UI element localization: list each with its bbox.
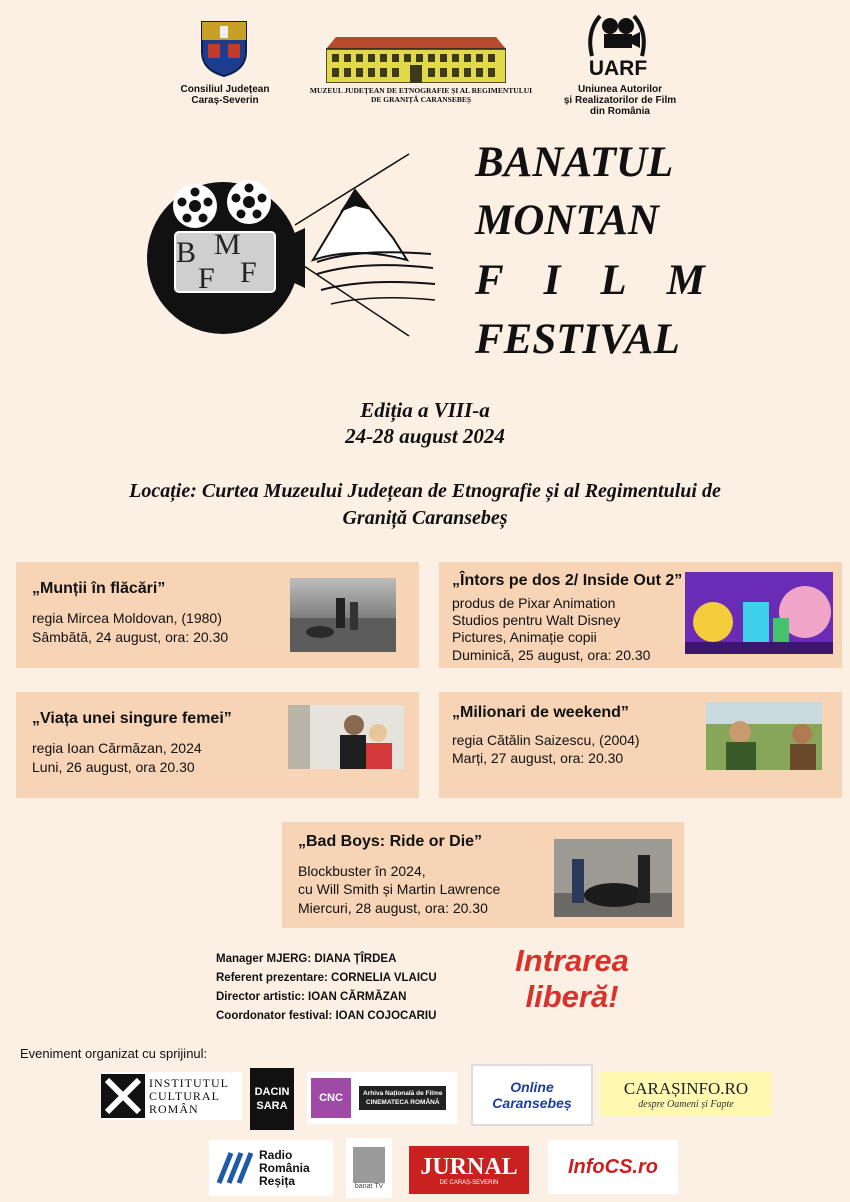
film-schedule: Miercuri, 28 august, ora: 20.30 — [298, 900, 488, 916]
film-still-2 — [685, 572, 833, 654]
county-council-crest — [198, 20, 250, 78]
icr-emblem-icon — [101, 1074, 145, 1118]
credit-line: Coordonator festival: IOAN COJOCARIU — [216, 1010, 437, 1022]
radio-text: Radio România Reșița — [259, 1147, 310, 1188]
film-detail: regia Cătălin Saizescu, (2004) — [452, 732, 640, 748]
film-card-5 — [282, 822, 684, 928]
jurnal-text: JURNAL — [420, 1154, 518, 1180]
credit-line: Director artistic: IOAN CĂRMĂZAN — [216, 991, 407, 1003]
film-still-4 — [706, 702, 822, 770]
banat-tv-text: banat TV — [354, 1182, 384, 1190]
festival-title-line-2: MONTAN — [475, 197, 659, 244]
film-title: „Milionari de weekend” — [452, 704, 629, 721]
film-card-3 — [16, 692, 419, 798]
film-title: „Bad Boys: Ride or Die” — [298, 833, 483, 850]
icr-logo — [101, 1072, 242, 1120]
film-schedule: Duminică, 25 august, ora: 20.30 — [452, 647, 651, 663]
jurnal-logo — [409, 1146, 529, 1194]
film-still-1 — [290, 578, 396, 652]
infocs-text: InfoCS.ro — [568, 1155, 658, 1178]
county-council-label: Consiliul Județean Caraș-Severin — [180, 84, 270, 106]
film-schedule: Luni, 26 august, ora 20.30 — [32, 759, 195, 775]
festival-title-line-4: FESTIVAL — [475, 316, 680, 363]
festival-title-line-1: BANATUL — [475, 139, 674, 186]
radio-romania-resita-logo — [209, 1140, 333, 1196]
film-title: „Viața unei singure femei” — [32, 710, 232, 727]
uarf-film-camera-logo — [586, 12, 648, 58]
film-detail: regia Ioan Cărmăzan, 2024 — [32, 740, 202, 756]
tv-online-text: Online Caransebeș — [492, 1079, 572, 1111]
tv-online-caransebes-logo — [471, 1064, 593, 1126]
cncf-logo — [307, 1072, 457, 1124]
museum-label: MUZEUL JUDEȚEAN DE ETNOGRAFIE ȘI AL REGIMENTULUI DE GRANIȚĂ CARANSEBEȘ — [309, 86, 533, 104]
film-title: „Întors pe dos 2/ Inside Out 2” — [452, 572, 683, 589]
jurnal-tagline: DE CARAȘ-SEVERIN — [439, 1180, 499, 1186]
sponsors-heading: Eveniment organizat cu sprijinul: — [20, 1046, 208, 1061]
film-detail: Studios pentru Walt Disney — [452, 612, 621, 628]
logo-letter-m: M — [214, 228, 241, 261]
carasinfo-tagline: despre Oameni și Fapte — [638, 1098, 734, 1110]
location-line-2: Graniță Caransebeș — [342, 507, 508, 529]
film-detail: regia Mircea Moldovan, (1980) — [32, 610, 222, 626]
carasinfo-text: CARAȘINFO.RO — [623, 1078, 749, 1098]
film-still-5 — [554, 839, 672, 917]
logo-letter-b: B — [176, 236, 197, 269]
edition-label: Ediția a VIII-a — [360, 398, 490, 422]
film-detail: produs de Pixar Animation — [452, 595, 616, 611]
logo-letter-f2: F — [240, 256, 257, 289]
film-detail: Blockbuster în 2024, — [298, 863, 426, 879]
infocs-logo — [548, 1140, 678, 1194]
museum-building-logo — [326, 27, 506, 83]
film-still-3 — [288, 705, 404, 769]
film-card-1 — [16, 562, 419, 668]
radio-waves-icon — [215, 1149, 253, 1187]
festival-title-line-3: FILM — [475, 257, 745, 304]
banat-tv-mark — [353, 1147, 385, 1183]
free-entry-line-1: Intrarea — [515, 943, 629, 978]
film-schedule: Marți, 27 august, ora: 20.30 — [452, 750, 624, 766]
carasinfo-logo — [600, 1072, 772, 1116]
film-card-2 — [439, 562, 842, 668]
cnc-badge: CNC — [311, 1078, 351, 1118]
dacin-sara-text: DACIN SARA — [254, 1086, 290, 1112]
film-detail: cu Will Smith și Martin Lawrence — [298, 881, 501, 897]
film-title: „Munții în flăcări” — [32, 580, 166, 597]
film-schedule: Sâmbătă, 24 august, ora: 20.30 — [32, 629, 229, 645]
free-entry-line-2: liberă! — [525, 979, 619, 1014]
uarf-label: Uniunea Autorilor și Realizatorilor de Film din România — [563, 84, 677, 117]
icr-text: INSTITUTUL CULTURAL ROMÂN — [149, 1075, 229, 1116]
film-detail: Pictures, Animație copii — [452, 629, 597, 645]
credit-line: Manager MJERG: DIANA ȚÎRDEA — [216, 953, 397, 965]
staff-credits — [216, 950, 437, 1026]
dacin-sara-logo — [250, 1068, 294, 1130]
film-card-4 — [439, 692, 842, 798]
uarf-logo-text: UARF — [588, 57, 648, 80]
festival-dates: 24-28 august 2024 — [345, 424, 505, 448]
location-line-1: Locație: Curtea Muzeului Județean de Etnografie și al Regimentului de — [129, 480, 721, 502]
banat-tv-logo — [346, 1138, 392, 1198]
credit-line: Referent prezentare: CORNELIA VLAICU — [216, 972, 437, 984]
cinemateca-text: Arhiva Națională de Filme CINEMATECA ROMÂNĂ — [359, 1086, 446, 1110]
logo-letter-f1: F — [198, 262, 215, 295]
